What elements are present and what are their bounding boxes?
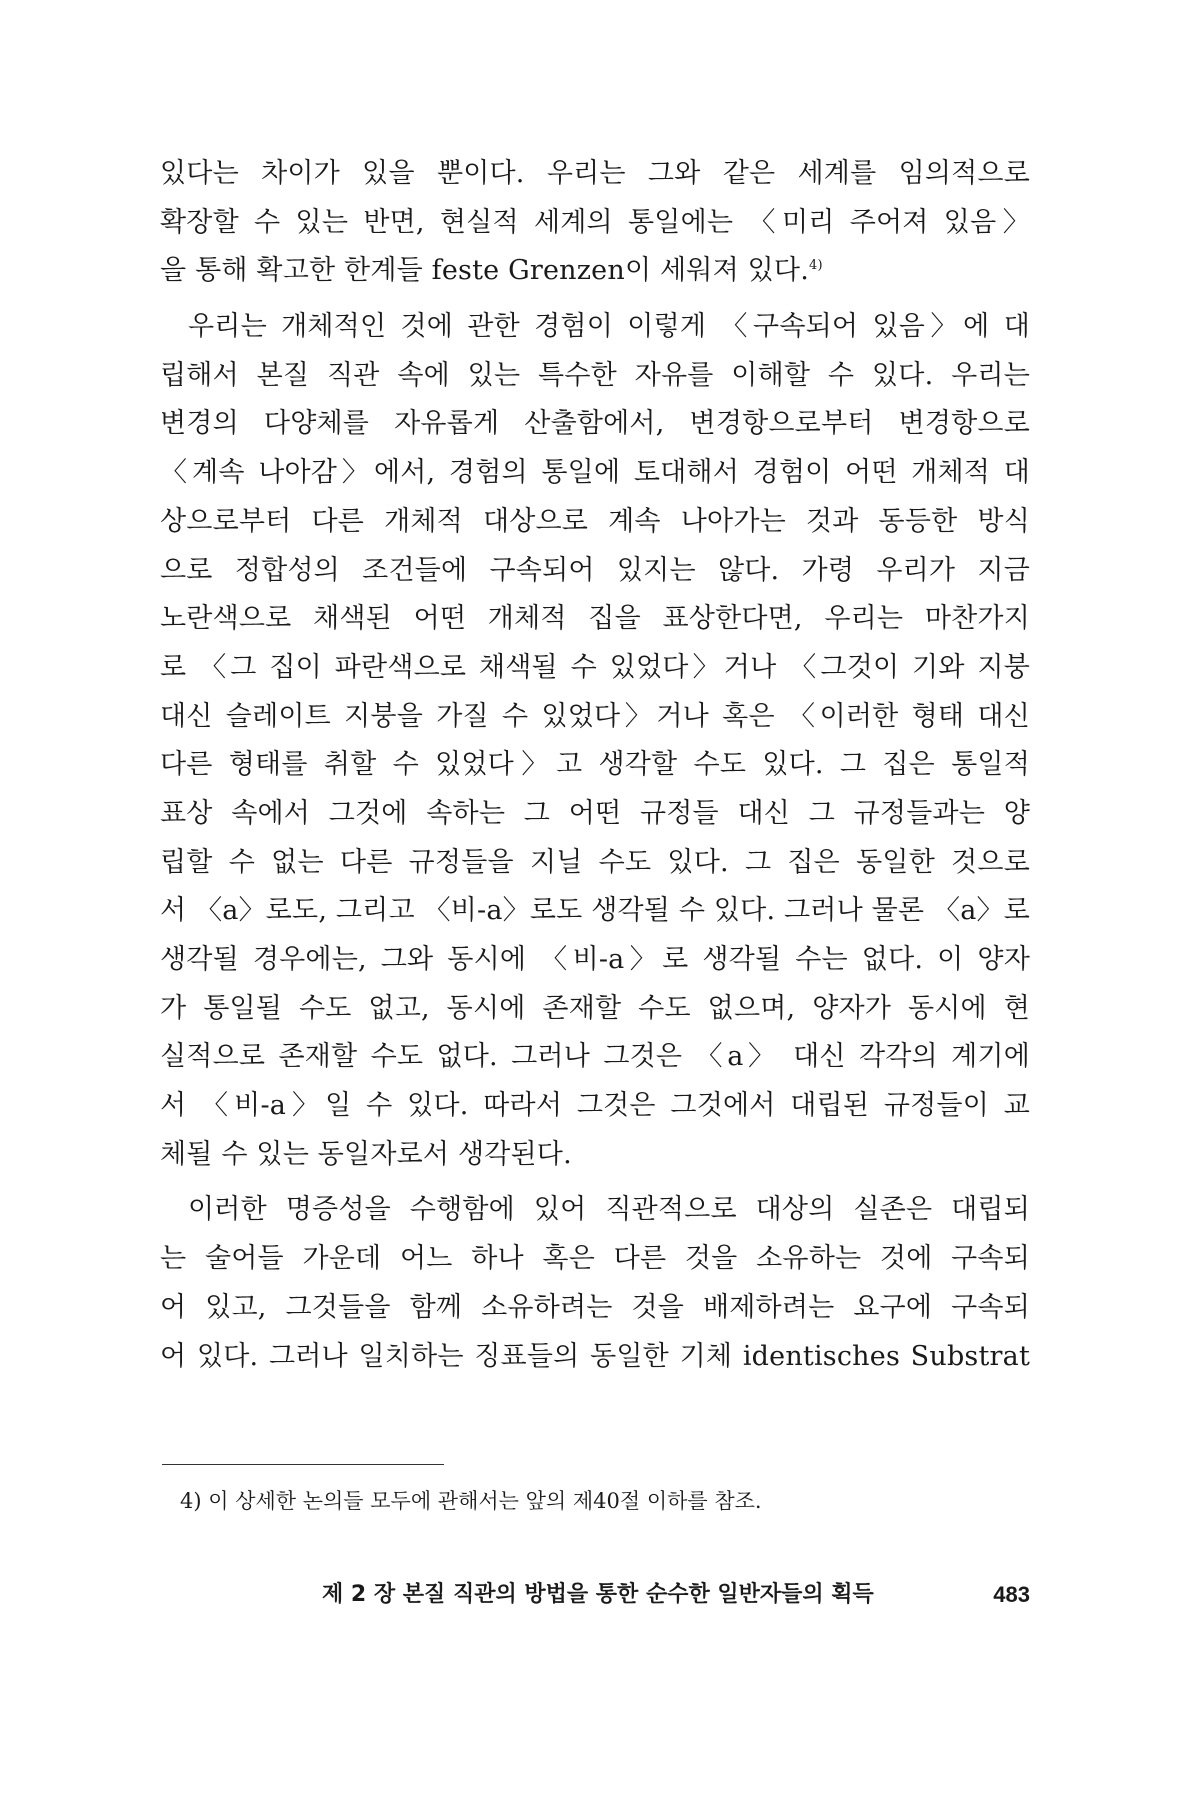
- text-line: 변경의 다양체를 자유롭게 산출함에서, 변경항으로부터 변경항으로: [160, 408, 1030, 440]
- footnote-divider: [162, 1464, 444, 1465]
- text-line: 서 〈a〉로도, 그리고 〈비-a〉로도 생각될 수 있다. 그러나 물론 〈a〉로: [160, 895, 1030, 927]
- text-line-content: 을 통해 확고한 한계들 feste Grenzen이 세워져 있다.: [160, 255, 809, 287]
- text-line: 표상 속에서 그것에 속하는 그 어떤 규정들 대신 그 규정들과는 양: [160, 797, 1030, 829]
- footnote-reference: 4): [808, 258, 823, 274]
- text-line: 가 통일될 수도 없고, 동시에 존재할 수도 없으며, 양자가 동시에 현: [160, 992, 1030, 1024]
- text-line: 립해서 본질 직관 속에 있는 특수한 자유를 이해할 수 있다. 우리는: [160, 359, 1030, 391]
- text-line: 확장할 수 있는 반면, 현실적 세계의 통일에는 〈미리 주어져 있음〉: [160, 206, 1030, 238]
- running-footer: [322, 1578, 1030, 1612]
- text-line: 이러한 명증성을 수행함에 있어 직관적으로 대상의 실존은 대립되: [188, 1194, 1030, 1226]
- text-line: 있다는 차이가 있을 뿐이다. 우리는 그와 같은 세계를 임의적으로: [160, 158, 1030, 189]
- text-line: 생각될 경우에는, 그와 동시에 〈비-a〉로 생각될 수는 없다. 이 양자: [160, 944, 1030, 975]
- text-line: 대신 슬레이트 지붕을 가질 수 있었다〉거나 혹은 〈이러한 형태 대신: [160, 700, 1030, 732]
- text-line: 어 있다. 그러나 일치하는 징표들의 동일한 기체 identisches Substrat: [160, 1340, 1030, 1372]
- text-line: 어 있고, 그것들을 함께 소유하려는 것을 배제하려는 요구에 구속되: [160, 1291, 1030, 1323]
- text-line: 상으로부터 다른 개체적 대상으로 계속 나아가는 것과 동등한 방식: [160, 505, 1030, 537]
- text-line: [160, 247, 1030, 296]
- text-line: 체될 수 있는 동일자로서 생각된다.: [160, 1138, 572, 1170]
- text-line: 우리는 개체적인 것에 관한 경험이 이렇게 〈구속되어 있음〉에 대: [188, 311, 1030, 343]
- text-line: 서 〈비-a〉일 수 있다. 따라서 그것은 그것에서 대립된 규정들이 교: [160, 1090, 1030, 1122]
- text-line: 노란색으로 채색된 어떤 개체적 집을 표상한다면, 우리는 마찬가지: [160, 603, 1030, 635]
- text-line: 립할 수 없는 다른 규정들을 지닐 수도 있다. 그 집은 동일한 것으로: [160, 846, 1030, 878]
- body-text: [160, 150, 1030, 1381]
- footnote: 4) 이 상세한 논의들 모두에 관해서는 앞의 제40절 이하를 참조.: [180, 1489, 762, 1513]
- page-number: 483: [993, 1582, 1030, 1607]
- text-line: 는 술어들 가운데 어느 하나 혹은 다른 것을 소유하는 것에 구속되: [160, 1243, 1030, 1275]
- chapter-title: 제 2 장 본질 직관의 방법을 통한 순수한 일반자들의 획득: [322, 1582, 874, 1607]
- text-line: 으로 정합성의 조건들에 구속되어 있지는 않다. 가령 우리가 지금: [160, 554, 1030, 586]
- text-line: 〈계속 나아감〉에서, 경험의 통일에 토대해서 경험이 어떤 개체적 대: [160, 457, 1030, 489]
- text-line: 로 〈그 집이 파란색으로 채색될 수 있었다〉거나 〈그것이 기와 지붕: [160, 651, 1030, 683]
- text-line: 다른 형태를 취할 수 있었다〉고 생각할 수도 있다. 그 집은 통일적: [160, 749, 1030, 781]
- text-line: 실적으로 존재할 수도 없다. 그러나 그것은 〈a〉 대신 각각의 계기에: [160, 1041, 1030, 1073]
